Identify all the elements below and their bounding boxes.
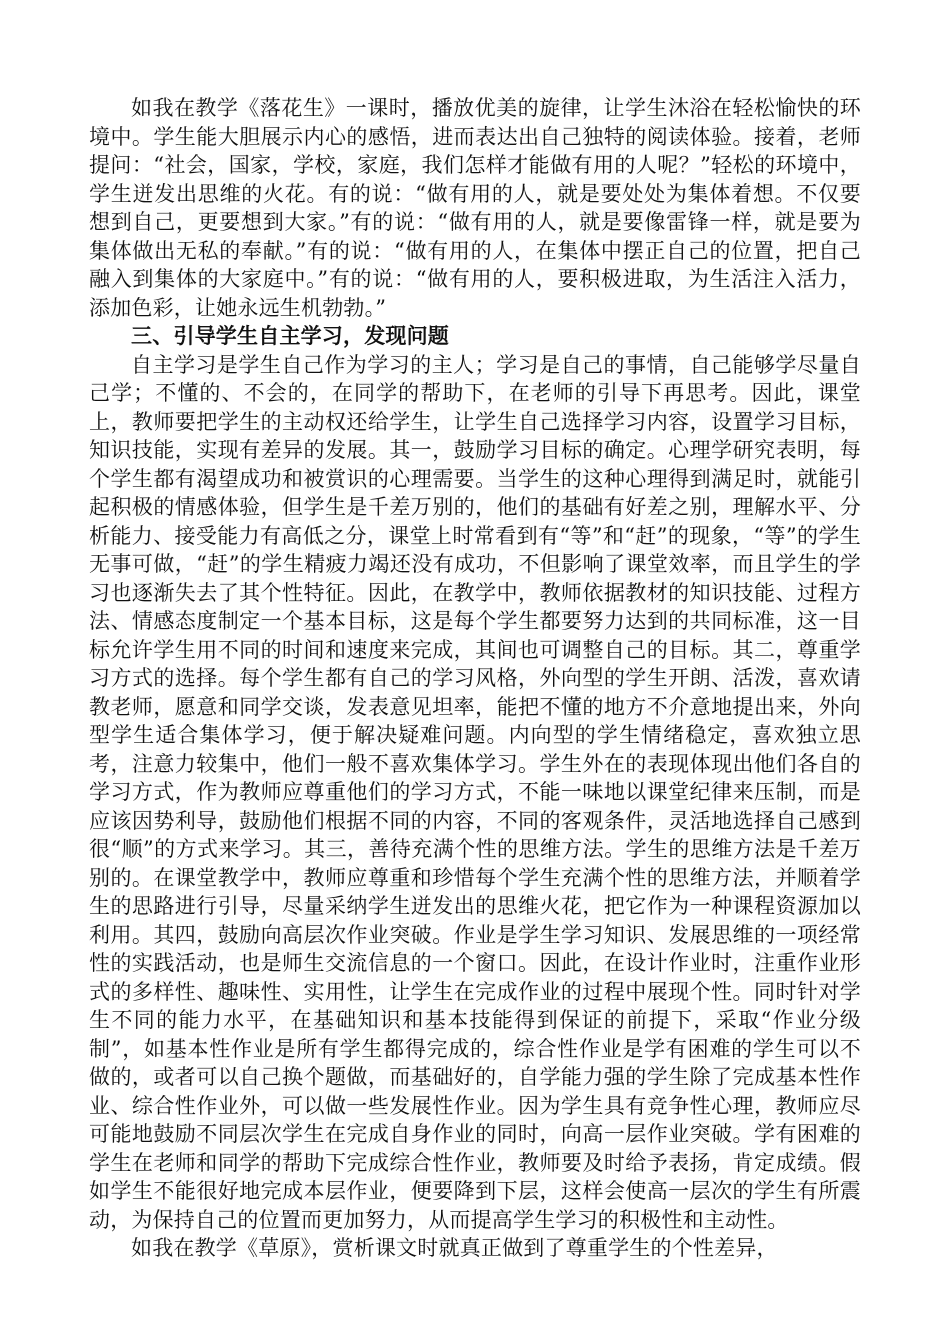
document-page (89, 94, 861, 1263)
paragraph-luohuasheng-example: 如我在教学《落花生》一课时，播放优美的旋律，让学生沐浴在轻松愉快的环境中。学生能大胆展示内心的感悟，进而表达出自己独特的阅读体验。接着，老师提问：“社会，国家，学校，家庭，我们怎样才能做有用的人呢？”轻松的环境中，学生迸发出思维的火花。有的说：“做有用的人，就是要处处为集体着想。不仅要想到自己，更要想到大家。”有的说：“做有用的人，就是要像雷锋一样，就是要为集体做出无私的奉献。”有的说：“做有用的人，在集体中摆正自己的位置，把自己融入到集体的大家庭中。”有的说：“做有用的人，要积极进取，为生活注入活力，添加色彩，让她永远生机勃勃。” (89, 96, 861, 320)
section-heading-3: 三、引导学生自主学习，发现问题 (131, 324, 449, 348)
paragraph-autonomous-learning: 自主学习是学生自己作为学习的主人；学习是自己的事情，自己能够学尽量自己学；不懂的、不会的，在同学的帮助下，在老师的引导下再思考。因此，课堂上，教师要把学生的主动权还给学生，让学生自己选择学习内容，设置学习目标，知识技能，实现有差异的发展。其一，鼓励学习目标的确定。心理学研究表明，每个学生都有渴望成功和被赏识的心理需要。当学生的这种心理得到满足时，就能引起积极的情感体验，但学生是千差万别的，他们的基础有好差之别，理解水平、分析能力、接受能力有高低之分，课堂上时常看到有“等”和“赶”的现象，“等”的学生无事可做，“赶”的学生精疲力竭还没有成功，不但影响了课堂效率，而且学生的学习也逐渐失去了其个性特征。因此，在教学中，教师依据教材的知识技能、过程方法、情感态度制定一个基本目标，这是每个学生都要努力达到的共同标准，这一目标允许学生用不同的时间和速度来完成，其间也可调整自己的目标。其二，尊重学习方式的选择。每个学生都有自己的学习风格，外向型的学生开朗、活泼，喜欢请教老师，愿意和同学交谈，发表意见坦率，能把不懂的地方不介意地提出来，外向型学生适合集体学习，便于解决疑难问题。内向型的学生情绪稳定，喜欢独立思考，注意力较集中，他们一般不喜欢集体学习。学生外在的表现体现出他们各自的学习方式，作为教师应尊重他们的学习方式，不能一味地以课堂纪律来压制，而是应该因势利导，鼓励他们根据不同的内容，不同的客观条件，灵活地选择自己感到很“顺”的方式来学习。其三，善待充满个性的思维方法。学生的思维方法是千差万别的。在课堂教学中，教师应尊重和珍惜每个学生充满个性的思维方法，并顺着学生的思路进行引导，尽量采纳学生迸发出的思维火花，把它作为一种课程资源加以利用。其四，鼓励向高层次作业突破。作业是学生学习知识、发展思维的一项经常性的实践活动，也是师生交流信息的一个窗口。因此，在设计作业时，注重作业形式的多样性、趣味性、实用性，让学生在完成作业的过程中展现个性。同时针对学生不同的能力水平，在基础知识和基本技能得到保证的前提下，采取“作业分级制”，如基本性作业是所有学生都得完成的，综合性作业是学有困难的学生可以不做的，或者可以自己换个题做，而基础好的，自学能力强的学生除了完成基本性作业、综合性作业外，可以做一些发展性作业。因为学生具有竞争性心理，教师应尽可能地鼓励不同层次学生在完成自身作业的同时，向高一层作业突破。学有困难的学生在老师和同学的帮助下完成综合性作业，教师要及时给予表扬，肯定成绩。假如学生不能很好地完成本层作业，便要降到下层，这样会使高一层次的学生有所震动，为保持自己的位置而更加努力，从而提高学生学习的积极性和主动性。 (89, 352, 861, 1232)
paragraph-caoyuan-example: 如我在教学《草原》，赏析课文时就真正做到了尊重学生的个性差异， (131, 1236, 778, 1260)
